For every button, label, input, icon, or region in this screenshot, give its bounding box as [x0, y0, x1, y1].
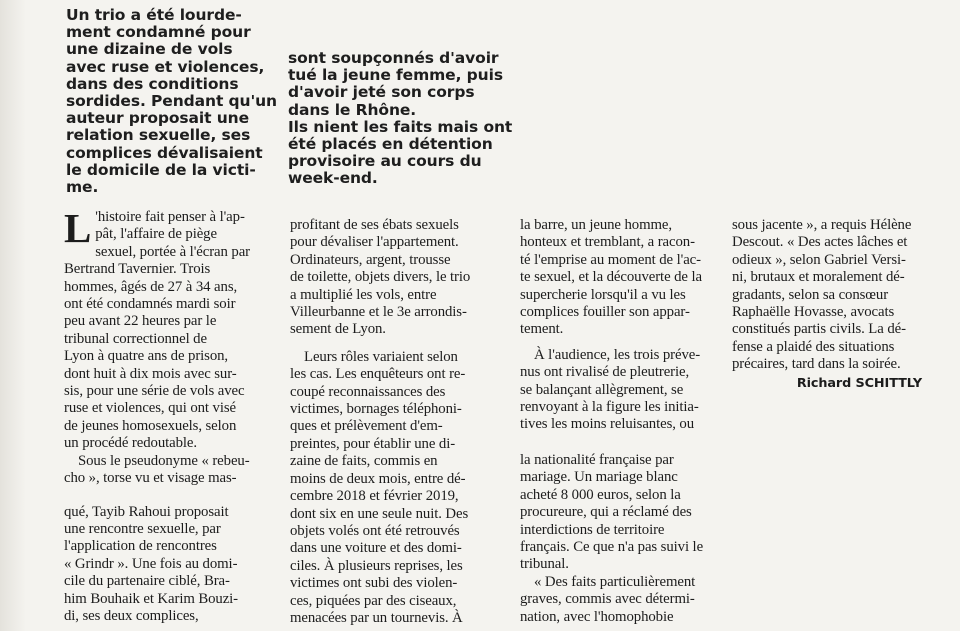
text-line: me. [66, 178, 99, 197]
text-line: d'avoir jeté son corps [288, 83, 475, 102]
text-line: une dizaine de vols [66, 40, 233, 59]
text-line: l'application de rencontres [64, 538, 217, 555]
drop-cap: L [64, 205, 92, 251]
text-line: nation, avec l'homophobie [520, 608, 674, 625]
text-line: Ils nient les faits mais ont [288, 117, 513, 136]
text-line: supercherie lorsqu'il a vu les [520, 286, 686, 303]
text-line: victimes ont subi des violen- [290, 575, 458, 592]
text-line: dans des conditions [66, 74, 239, 93]
text-line: sement de Lyon. [290, 321, 386, 338]
text-line: menacées par un tournevis. À [290, 609, 463, 626]
text-line: Ordinateurs, argent, trousse [290, 251, 451, 268]
text-line: dans une voiture et des domi- [290, 540, 462, 557]
article-column-3 [520, 217, 720, 626]
text-line: ces, piquées par des ciseaux, [290, 592, 457, 609]
text-line: cho », torse vu et visage mas- [64, 470, 237, 487]
text-line: de jeunes homosexuels, selon [64, 417, 237, 434]
text-line: Un trio a été lourde- [66, 6, 242, 24]
page-edge-shadow [0, 0, 26, 631]
text-line: À l'audience, les trois préve- [534, 346, 701, 363]
text-line: peu avant 22 heures par le [64, 313, 217, 330]
text-line: victimes, bornages téléphoni- [290, 401, 462, 418]
text-line: dans le Rhône. [288, 100, 417, 119]
text-line: dont six en une seule nuit. Des [290, 505, 469, 522]
column-gap [520, 434, 720, 452]
text-line: procureure, qui a réclamé des [520, 504, 692, 521]
text-line: cembre 2018 et février 2019, [290, 488, 459, 505]
text-line: le domicile de la victi- [66, 160, 256, 179]
text-line: té l'emprise au moment de l'ac- [520, 251, 701, 268]
text-line: ruse et violences, qui ont visé [64, 400, 236, 417]
text-line: complices fouiller son appar- [520, 304, 690, 321]
text-line: avec ruse et violences, [66, 57, 265, 76]
text-line: tives les moins reluisantes, ou [520, 416, 695, 433]
text-line: fense a plaidé des situations [732, 338, 895, 355]
text-line: coupé reconnaissances des [290, 383, 446, 400]
text-line: Sous le pseudonyme « rebeu- [78, 452, 250, 469]
lede-paragraph-right [288, 49, 513, 188]
byline: Richard SCHITTLY [796, 375, 922, 391]
text-line: pour dévaliser l'appartement. [290, 234, 459, 251]
text-line: Leurs rôles variaient selon [304, 348, 458, 365]
text-line: graves, commis avec détermi- [520, 591, 695, 608]
text-line: relation sexuelle, ses [66, 126, 251, 145]
text-line: sont soupçonnés d'avoir [288, 49, 499, 67]
text-line: se balançant allègrement, se [520, 381, 684, 398]
text-line: sordides. Pendant qu'un [66, 92, 277, 111]
text-line: Descout. « Des actes lâches et [732, 234, 908, 251]
article-column-4 [732, 217, 922, 392]
text-line: ni, brutaux et moralement dé- [732, 269, 905, 286]
text-line: la nationalité française par [520, 451, 674, 468]
text-line: him Bouhaik et Karim Bouzi- [64, 590, 239, 607]
text-line: ques et prélèvement d'em- [290, 418, 443, 435]
text-line: provisoire au cours du [288, 152, 482, 171]
text-line: odieux », selon Gabriel Versi- [732, 251, 906, 268]
text-line: objets volés ont été retrouvés [290, 522, 460, 539]
column-gap [64, 488, 264, 504]
text-line: tribunal. [520, 556, 569, 573]
text-line: a multiplié les vols, entre [290, 286, 437, 303]
text-line: ment condamné pour [66, 23, 251, 42]
text-line: les cas. Les enquêteurs ont re- [290, 366, 466, 383]
text-line: moins de deux mois, entre dé- [290, 470, 466, 487]
text-line: de toilette, objets divers, le trio [290, 269, 471, 286]
text-line: 'histoire fait penser à l'ap- [95, 209, 245, 225]
text-line: ciles. À plusieurs reprises, les [290, 557, 463, 574]
text-line: cile du partenaire ciblé, Bra- [64, 573, 230, 590]
column-gap [290, 339, 495, 349]
text-line: la barre, un jeune homme, [520, 217, 672, 233]
text-line: ont été condamnés mardi soir [64, 296, 236, 313]
text-line: sexuel, portée à l'écran par [95, 243, 250, 260]
text-line: français. Ce que n'a pas suivi le [520, 538, 704, 555]
text-line: sis, pour une série de vols avec [64, 383, 245, 400]
text-line: te sexuel, et la découverte de la [520, 269, 702, 286]
text-line: précaires, tard dans la soirée. [732, 356, 901, 373]
text-line: qué, Tayib Rahoui proposait [64, 503, 229, 520]
text-line: sous jacente », a requis Hélène [732, 217, 912, 233]
text-line: Villeurbanne et le 3e arrondis- [290, 304, 467, 321]
text-line: week-end. [288, 169, 378, 188]
article-column-2 [290, 217, 495, 627]
article-column-1 [64, 205, 264, 625]
text-line: honteux et tremblant, a racon- [520, 234, 695, 251]
text-line: constitués partis civils. La dé- [732, 321, 906, 338]
text-line: hommes, âgés de 27 à 34 ans, [64, 278, 238, 295]
text-line: tué la jeune femme, puis [288, 66, 503, 85]
text-line: mariage. Un mariage blanc [520, 469, 678, 486]
text-line: gradants, selon sa consœur [732, 286, 889, 303]
text-line: un procédé redoutable. [64, 435, 197, 452]
text-line: complices dévalisaient [66, 143, 263, 162]
text-line: dont huit à dix mois avec sur- [64, 365, 237, 382]
column-gap [520, 339, 720, 347]
text-line: auteur proposait une [66, 109, 250, 128]
text-line: profitant de ses ébats sexuels [290, 217, 459, 233]
text-line: « Des faits particulièrement [534, 573, 696, 590]
text-line: « Grindr ». Une fois au domi- [64, 555, 238, 572]
text-line: Raphaëlle Hovasse, avocats [732, 304, 895, 321]
text-line: nus ont rivalisé de pleutrerie, [520, 364, 690, 381]
text-line: preintes, pour établir une di- [290, 435, 456, 452]
text-line: Bertrand Tavernier. Trois [64, 261, 211, 278]
text-line: acheté 8 000 euros, selon la [520, 486, 681, 503]
text-line: tement. [520, 321, 564, 338]
text-line: di, ses deux complices, [64, 607, 199, 624]
lede-paragraph-left [66, 7, 276, 196]
text-line: tribunal correctionnel de [64, 330, 207, 347]
text-line: été placés en détention [288, 135, 493, 154]
text-line: zaine de faits, commis en [290, 453, 438, 470]
text-line: interdictions de territoire [520, 521, 665, 538]
text-line: pât, l'affaire de piège [95, 226, 217, 243]
text-line: Lyon à quatre ans de prison, [64, 348, 229, 365]
text-line: renvoyant à la figure les initia- [520, 399, 699, 416]
text-line: une rencontre sexuelle, par [64, 520, 221, 537]
